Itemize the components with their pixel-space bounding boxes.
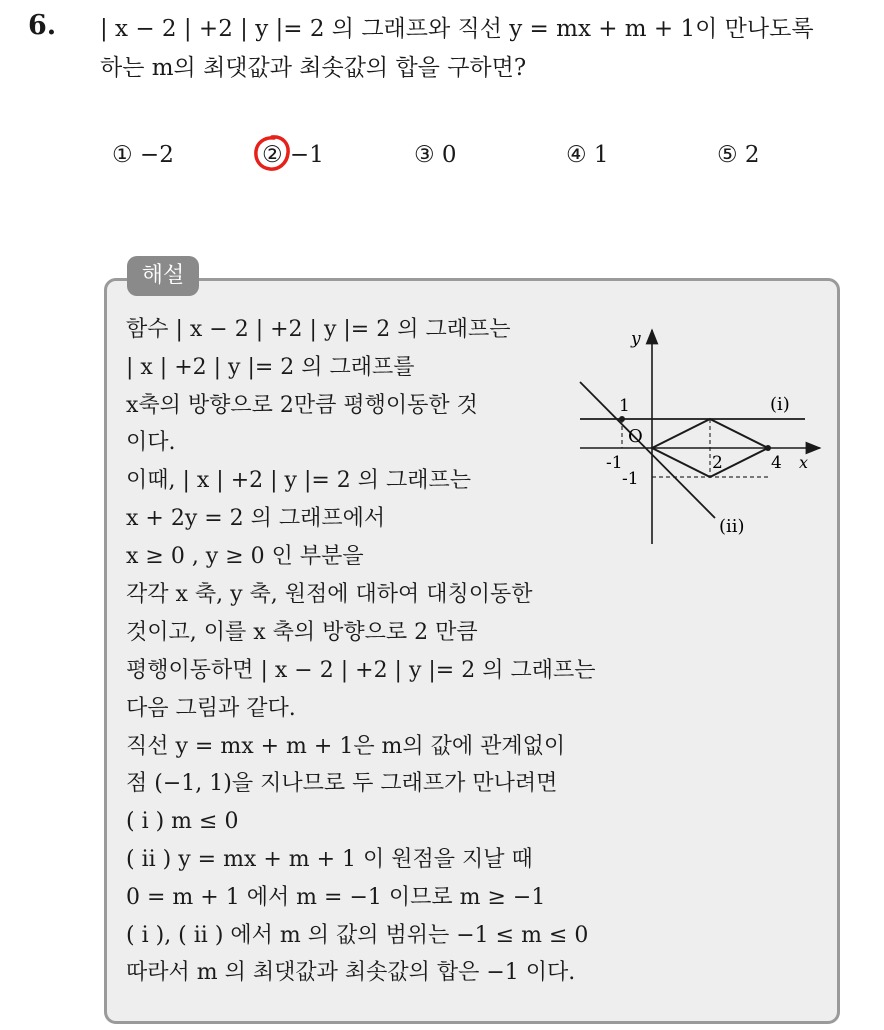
choice-5[interactable]: ⑤ 2 — [717, 142, 760, 168]
choice-4[interactable]: ④ 1 — [566, 142, 609, 168]
answer-mark-circle-icon — [252, 133, 292, 173]
line-i-label: (i) — [770, 394, 790, 415]
y-axis-label: y — [631, 329, 641, 349]
graph-figure — [575, 322, 830, 554]
solution-line: 직선 y = mx + m + 1은 m의 값에 관계없이 — [126, 734, 566, 759]
solution-line: | x | +2 | y |= 2 의 그래프를 — [126, 355, 415, 380]
solution-line: 평행이동하면 | x − 2 | +2 | y |= 2 의 그래프는 — [126, 658, 596, 683]
point-fixed — [619, 416, 625, 422]
solution-line: 다음 그림과 같다. — [126, 696, 296, 721]
x-axis-label: x — [799, 453, 809, 472]
label-4: 4 — [771, 453, 782, 473]
solution-line: 점 (−1, 1)을 지나므로 두 그래프가 만나려면 — [126, 771, 558, 796]
origin-label: O — [628, 426, 643, 447]
solution-line: ( ii ) y = mx + m + 1 이 원점을 지날 때 — [126, 847, 533, 872]
solution-line: 따라서 m 의 최댓값과 최솟값의 합은 −1 이다. — [126, 960, 576, 985]
label-neg1-y: -1 — [622, 469, 639, 489]
label-neg1-x: -1 — [606, 453, 623, 473]
solution-line: 이다. — [126, 430, 176, 455]
solution-line: 각각 x 축, y 축, 원점에 대하여 대칭이동한 — [126, 582, 533, 607]
solution-line: x ≥ 0 , y ≥ 0 인 부분을 — [126, 544, 364, 569]
label-1: 1 — [619, 396, 630, 416]
point-4 — [765, 445, 771, 451]
choice-1[interactable]: ① −2 — [112, 142, 174, 168]
solution-tag: 해설 — [127, 256, 199, 296]
question-line-1: | x − 2 | +2 | y |= 2 의 그래프와 직선 y = mx + m + 1이 만나도록 — [100, 16, 814, 42]
solution-line: x축의 방향으로 2만큼 평행이동한 것 — [126, 393, 478, 418]
label-2: 2 — [712, 453, 723, 473]
solution-line: 것이고, 이를 x 축의 방향으로 2 만큼 — [126, 620, 478, 645]
solution-line: x + 2y = 2 의 그래프에서 — [126, 506, 386, 531]
choice-2[interactable]: ② −1 — [262, 142, 324, 168]
solution-line: 이때, | x | +2 | y |= 2 의 그래프는 — [126, 468, 472, 493]
choice-3[interactable]: ③ 0 — [414, 142, 457, 168]
solution-line: ( i ), ( ii ) 에서 m 의 값의 범위는 −1 ≤ m ≤ 0 — [126, 923, 589, 948]
solution-line: ( i ) m ≤ 0 — [126, 809, 239, 834]
question-line-2: 하는 m의 최댓값과 최솟값의 합을 구하면? — [100, 55, 527, 81]
solution-line: 함수 | x − 2 | +2 | y |= 2 의 그래프는 — [126, 317, 511, 342]
question-number: 6. — [28, 10, 57, 41]
solution-line: 0 = m + 1 에서 m = −1 이므로 m ≥ −1 — [126, 885, 546, 910]
line-ii-label: (ii) — [719, 516, 745, 537]
line-ii — [580, 382, 715, 518]
